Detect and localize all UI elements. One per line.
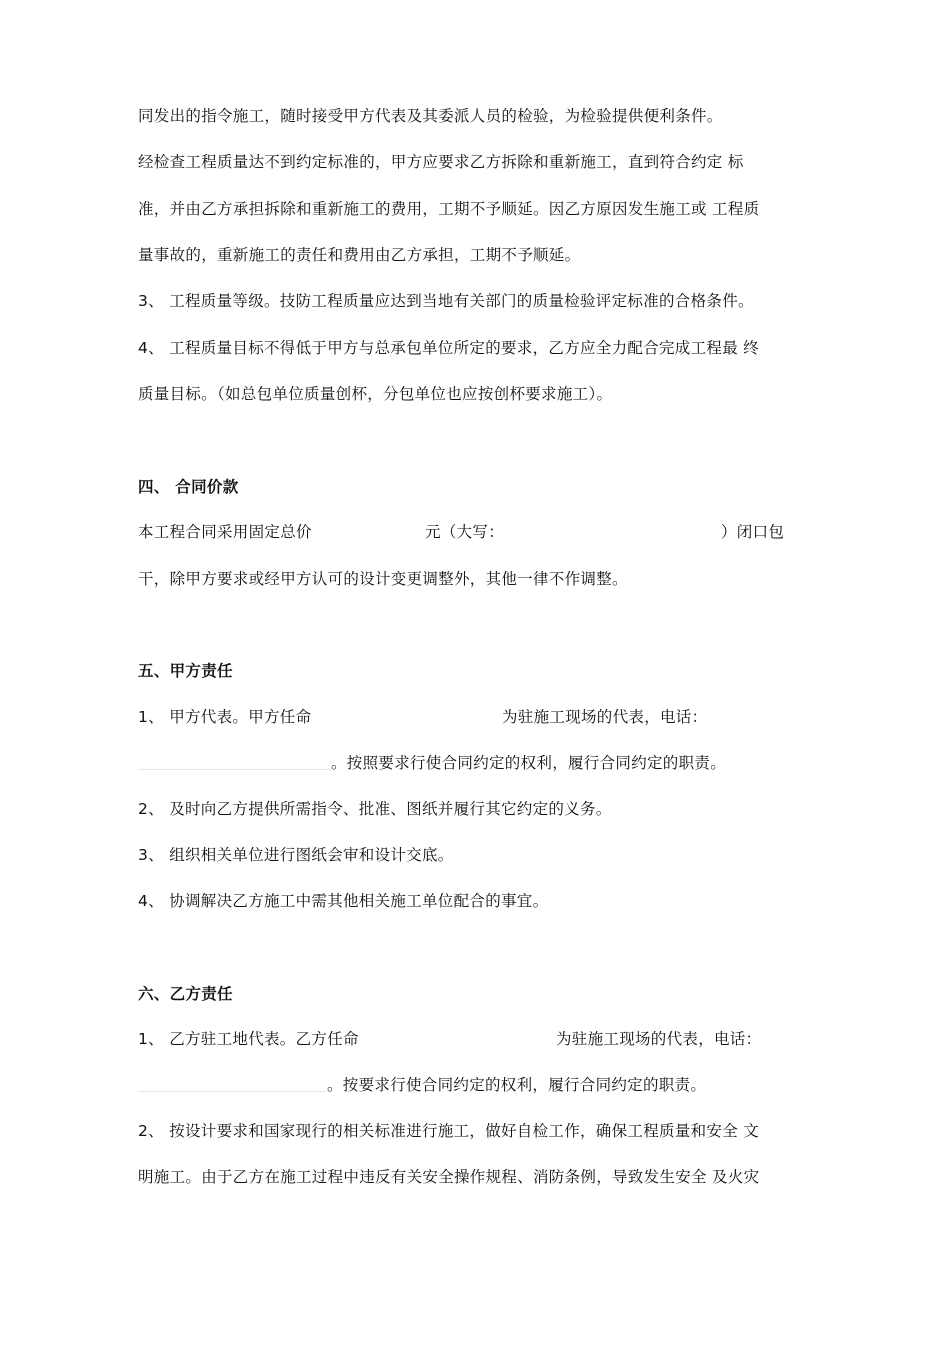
partyB-item2-continued: 明施工。由于乙方在施工过程中违反有关安全操作规程、消防条例，导致发生安全 及火灾	[138, 1168, 760, 1186]
section-6-heading: 六、乙方责任	[138, 985, 233, 1003]
partyA-item1-end: 。按照要求行使合同约定的权利，履行合同约定的职责。	[331, 754, 727, 772]
partyA-item4: 4、 协调解决乙方施工中需其他相关施工单位配合的事宜。	[138, 892, 549, 910]
paragraph-line: 量事故的，重新施工的责任和费用由乙方承担，工期不予顺延。	[138, 246, 581, 264]
partyA-item1-phone-label: 为驻施工现场的代表，电话：	[502, 708, 708, 726]
partyB-item1-phone-label: 为驻施工现场的代表，电话：	[556, 1030, 762, 1048]
phone-blank-line	[138, 1091, 326, 1092]
clause-4-quality-target: 4、 工程质量目标不得低于甲方与总承包单位所定的要求，乙方应全力配合完成工程最 终	[138, 339, 760, 357]
phone-blank-line	[138, 769, 330, 770]
partyB-item1-end: 。按要求行使合同约定的权利，履行合同约定的职责。	[327, 1076, 707, 1094]
paragraph-line: 质量目标。（如总包单位质量创杯，分包单位也应按创杯要求施工）。	[138, 385, 613, 403]
partyA-item1-start: 1、 甲方代表。甲方任命	[138, 708, 312, 726]
paragraph-line: 经检查工程质量达不到约定标准的，甲方应要求乙方拆除和重新施工，直到符合约定 标	[138, 153, 744, 171]
clause-3-quality-grade: 3、 工程质量等级。技防工程质量应达到当地有关部门的质量检验评定标准的合格条件。	[138, 292, 754, 310]
section-4-heading: 四、 合同价款	[138, 478, 239, 496]
paragraph-line: 准，并由乙方承担拆除和重新施工的费用，工期不予顺延。因乙方原因发生施工或 工程质	[138, 200, 760, 218]
paragraph-line: 同发出的指令施工，随时接受甲方代表及其委派人员的检验，为检验提供便利条件。	[138, 107, 723, 125]
partyB-item2: 2、 按设计要求和国家现行的相关标准进行施工，做好自检工作，确保工程质量和安全 文	[138, 1122, 760, 1140]
price-text-continued: 干，除甲方要求或经甲方认可的设计变更调整外，其他一律不作调整。	[138, 570, 628, 588]
partyA-item3: 3、 组织相关单位进行图纸会审和设计交底。	[138, 846, 454, 864]
price-text-capital: 元（大写：	[425, 523, 505, 541]
price-text-end: ）闭口包	[721, 523, 785, 541]
partyA-item2: 2、 及时向乙方提供所需指令、批准、图纸并履行其它约定的义务。	[138, 800, 612, 818]
section-5-heading: 五、甲方责任	[138, 662, 233, 680]
price-text-start: 本工程合同采用固定总价	[138, 523, 312, 541]
partyB-item1-start: 1、 乙方驻工地代表。乙方任命	[138, 1030, 359, 1048]
